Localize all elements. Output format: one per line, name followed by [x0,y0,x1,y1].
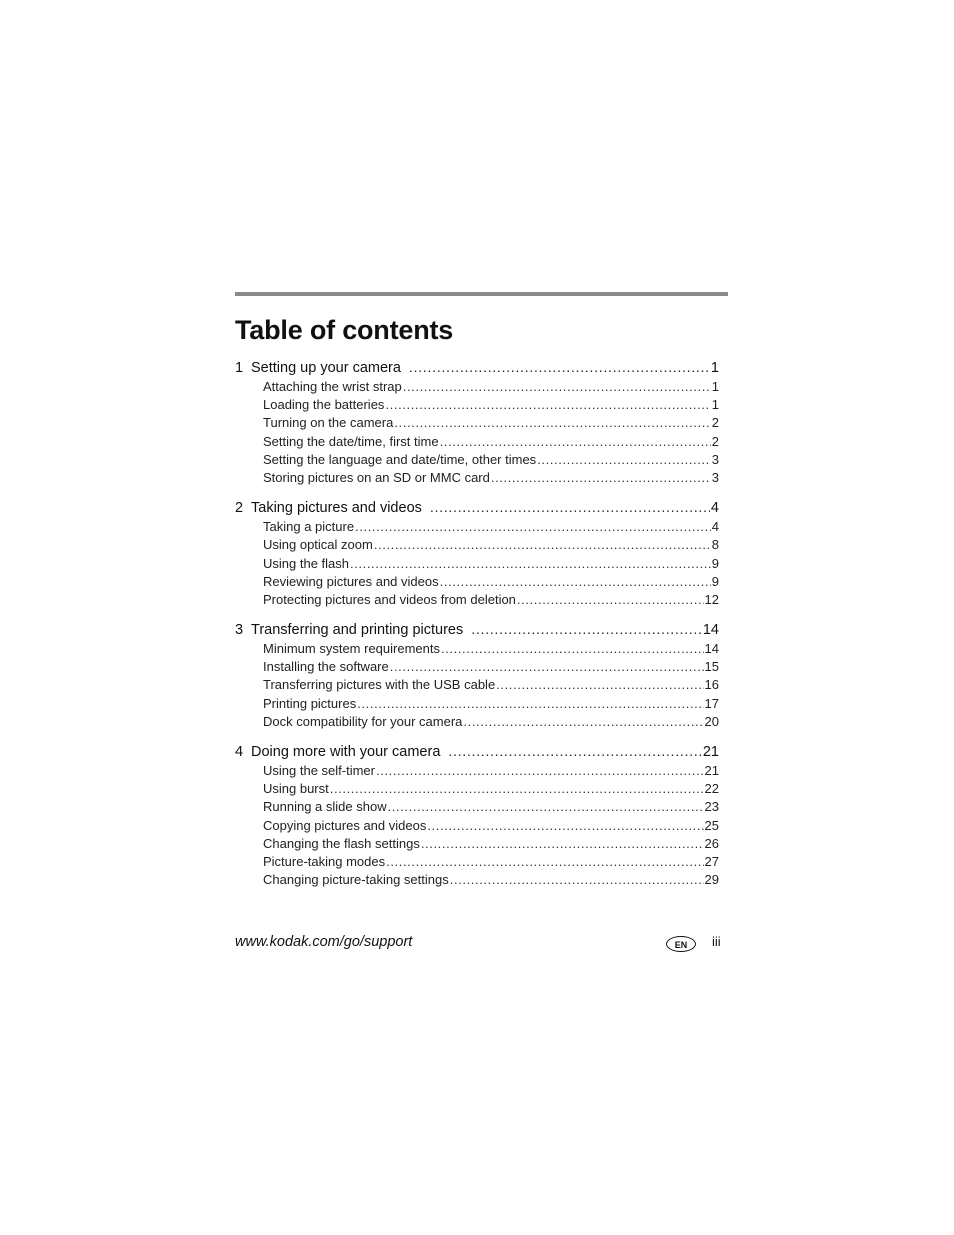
toc-section-entry[interactable] [235,713,719,731]
toc-chapter-entry[interactable] [235,742,719,762]
chapter-page-number: 21 [702,744,719,760]
toc-chapter [235,620,719,731]
section-title: Changing picture-taking settings [263,872,449,888]
section-title: Using burst [263,781,329,797]
table-of-contents [235,358,719,900]
dot-leader [427,817,703,835]
toc-section-entry[interactable] [235,414,719,432]
dot-leader [355,518,711,536]
section-title: Picture-taking modes [263,853,386,869]
section-page-number: 3 [711,451,719,467]
toc-chapter [235,358,719,487]
dot-leader [374,536,711,554]
dot-leader [441,640,704,658]
dot-leader [350,555,711,573]
section-title: Turning on the camera [263,415,394,431]
section-page-number: 12 [704,591,719,607]
toc-section-entry[interactable] [235,853,719,871]
section-title: Setting the language and date/time, other times [263,451,537,467]
dot-leader [440,573,711,591]
section-title: Using the flash [263,555,349,571]
dot-leader [330,780,704,798]
page-title: Table of contents [235,315,454,345]
toc-section-entry[interactable] [235,451,719,469]
section-page-number: 14 [704,641,719,657]
section-page-number: 16 [704,677,719,693]
section-page-number: 9 [711,573,719,589]
section-page-number: 27 [704,853,719,869]
section-title: Using the self-timer [263,763,375,778]
section-page-number: 23 [704,799,719,815]
dot-leader [491,469,711,487]
section-title: Attaching the wrist strap [263,379,402,394]
section-page-number: 29 [704,872,719,888]
dot-leader [517,591,704,609]
section-title: Running a slide show [263,799,387,815]
chapter-number: 4 [235,744,244,760]
dot-leader [496,676,703,694]
footer-support-link[interactable]: www.kodak.com/go/support [235,934,413,950]
toc-chapter-entry[interactable] [235,358,719,378]
toc-section-entry[interactable] [235,396,719,414]
dot-leader [471,620,702,640]
dot-leader [463,713,703,731]
section-page-number: 8 [711,537,719,553]
dot-leader [450,871,704,889]
chapter-number: 1 [235,360,244,376]
chapter-title: Setting up your camera [251,360,401,376]
toc-section-entry[interactable] [235,835,719,853]
section-page-number: 2 [711,415,719,431]
chapter-number: 3 [235,622,244,639]
section-page-number: 21 [704,763,719,778]
dot-leader [388,798,704,816]
dot-leader [440,433,711,451]
chapter-page-number: 14 [702,622,719,639]
toc-section-entry[interactable] [235,676,719,694]
section-page-number: 2 [711,433,719,449]
dot-leader [430,498,710,518]
section-title: Using optical zoom [263,537,373,553]
dot-leader [448,742,701,762]
section-title: Taking a picture [263,519,355,535]
section-title: Minimum system requirements [263,641,440,657]
chapter-title: Transferring and printing pictures [251,622,464,639]
toc-chapter-entry[interactable] [235,620,719,640]
dot-leader [421,835,704,853]
toc-section-entry[interactable] [235,378,719,396]
toc-section-entry[interactable] [235,536,719,554]
section-title: Storing pictures on an SD or MMC card [263,469,490,485]
toc-chapter-entry[interactable] [235,498,719,518]
section-page-number: 25 [704,817,719,833]
section-page-number: 1 [711,379,719,394]
section-title: Transferring pictures with the USB cable [263,677,496,693]
section-title: Installing the software [263,659,389,675]
section-title: Copying pictures and videos [263,817,427,833]
section-title: Printing pictures [263,695,357,711]
dot-leader [385,396,710,414]
section-page-number: 17 [704,695,719,711]
section-title: Changing the flash settings [263,835,420,851]
toc-section-entry[interactable] [235,573,719,591]
section-page-number: 1 [711,397,719,413]
section-page-number: 26 [704,835,719,851]
dot-leader [357,695,703,713]
dot-leader [390,658,704,676]
section-title: Setting the date/time, first time [263,433,439,449]
section-title: Dock compatibility for your camera [263,713,463,729]
title-rule [235,292,728,296]
language-badge: EN [666,936,696,952]
toc-chapter [235,742,719,889]
toc-section-entry[interactable] [235,780,719,798]
toc-chapter [235,498,719,609]
toc-section-entry[interactable] [235,817,719,835]
section-title: Protecting pictures and videos from deletion [263,591,516,607]
toc-section-entry[interactable] [235,798,719,816]
chapter-page-number: 4 [710,500,719,517]
dot-leader [386,853,703,871]
toc-section-entry[interactable] [235,762,719,780]
toc-section-entry[interactable] [235,658,719,676]
dot-leader [409,358,710,378]
toc-section-entry[interactable] [235,555,719,573]
chapter-page-number: 1 [710,360,719,376]
section-page-number: 22 [704,781,719,797]
dot-leader [376,762,704,780]
chapter-title: Taking pictures and videos [251,500,422,517]
section-page-number: 3 [711,469,719,485]
toc-section-entry[interactable] [235,591,719,609]
toc-section-entry[interactable] [235,871,719,889]
toc-section-entry[interactable] [235,640,719,658]
toc-section-entry[interactable] [235,433,719,451]
section-page-number: 20 [704,713,719,729]
section-page-number: 9 [711,555,719,571]
chapter-number: 2 [235,500,244,517]
chapter-title: Doing more with your camera [251,744,441,760]
dot-leader [394,414,710,432]
toc-section-entry[interactable] [235,695,719,713]
section-title: Reviewing pictures and videos [263,573,439,589]
dot-leader [403,378,711,396]
toc-section-entry[interactable] [235,469,719,487]
section-page-number: 15 [704,659,719,675]
dot-leader [537,451,711,469]
section-title: Loading the batteries [263,397,385,413]
toc-section-entry[interactable] [235,518,719,536]
page-number: iii [712,934,721,949]
section-page-number: 4 [711,519,719,535]
